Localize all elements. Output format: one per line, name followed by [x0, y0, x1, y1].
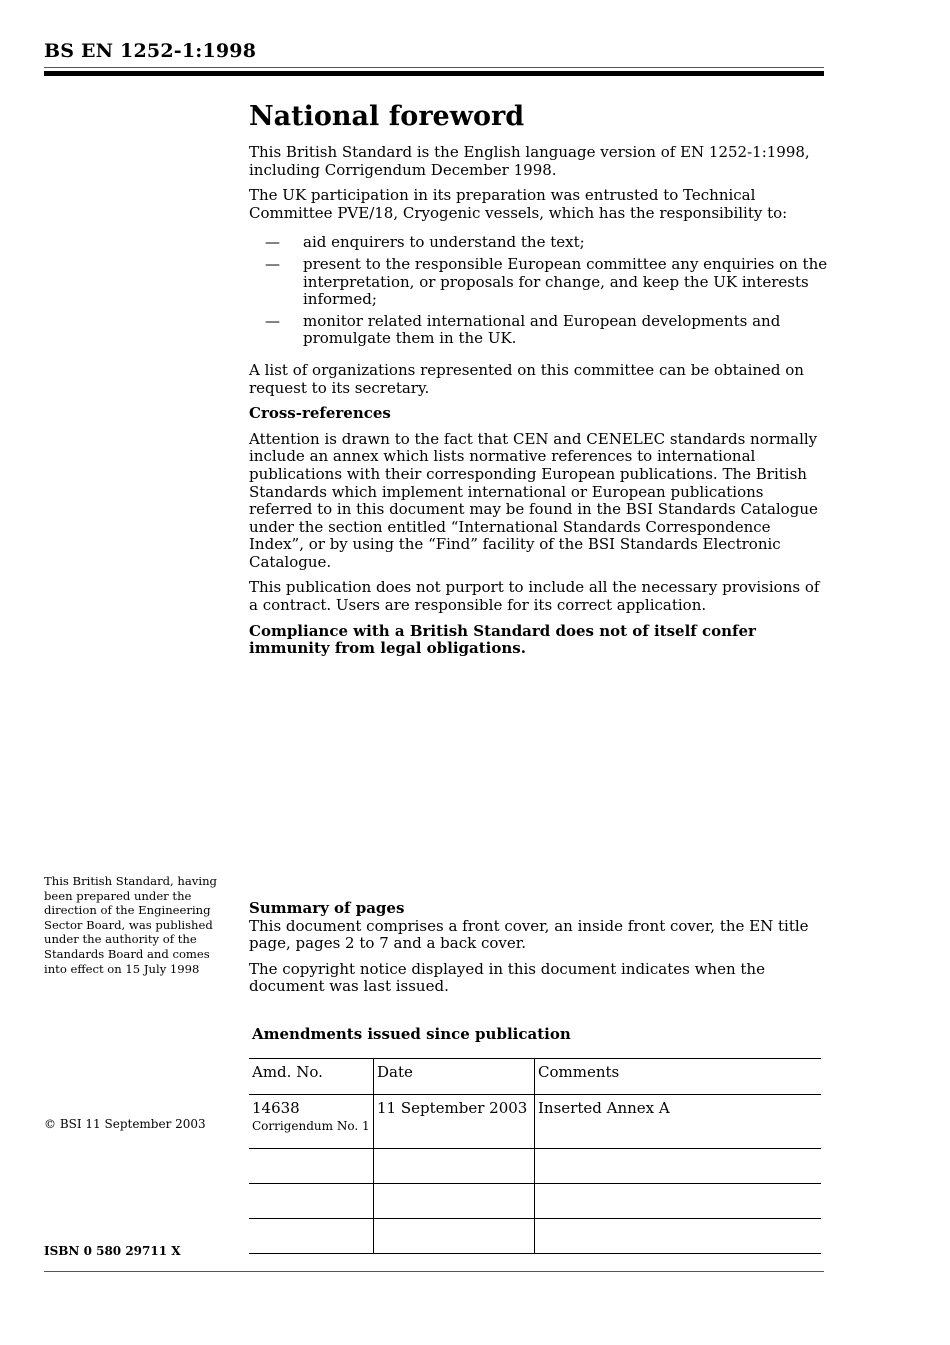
- header-thin-rule: [44, 67, 824, 68]
- list-item: — aid enquirers to understand the text;: [265, 233, 585, 252]
- footer-rule: [44, 1271, 824, 1272]
- summary-section: [249, 900, 829, 1004]
- dash-marker: —: [265, 254, 280, 273]
- column-header-amd-no: Amd. No.: [249, 1059, 374, 1095]
- page-title: National foreword: [249, 101, 525, 132]
- amd-comments-cell: Inserted Annex A: [535, 1095, 822, 1149]
- dash-marker: —: [265, 311, 280, 330]
- copyright-notice: © BSI 11 September 2003: [44, 1117, 206, 1131]
- table-row: [249, 1184, 821, 1219]
- table-row: [249, 1095, 821, 1149]
- table-header-row: [249, 1059, 821, 1095]
- list-item: — present to the responsible European committee any enquiries on the interpretation, or proposals for change, and keep the UK interests informed;: [265, 254, 828, 309]
- compliance-statement: Compliance with a British Standard does not of itself confer immunity from legal obligations.: [249, 621, 756, 658]
- foreword-paragraph-3: A list of organizations represented on this committee can be obtained on request to its secretary.: [249, 360, 804, 397]
- foreword-section: [249, 100, 829, 666]
- foreword-paragraph-1: This British Standard is the English language version of EN 1252-1:1998, including Corrigendum December 1998.: [249, 143, 810, 179]
- amd-date-cell: 11 September 2003: [374, 1095, 535, 1149]
- summary-paragraph-1: This document comprises a front cover, an inside front cover, the EN title page, pages 2 to 7 and a back cover.: [249, 916, 809, 953]
- amd-number: 14638: [252, 1099, 300, 1117]
- column-header-comments: Comments: [535, 1059, 822, 1095]
- isbn: ISBN 0 580 29711 X: [44, 1244, 181, 1258]
- publication-note: This British Standard, having been prepared under the direction of the Engineering Sector Board, was published under the authority of the Standards Board and comes into effect on 15 July 1998: [44, 874, 217, 976]
- column-header-date: Date: [374, 1059, 535, 1095]
- document-identifier: BS EN 1252-1:1998: [44, 40, 257, 62]
- responsibility-list: [249, 234, 829, 348]
- summary-heading: Summary of pages: [249, 899, 405, 917]
- table-row: [249, 1149, 821, 1184]
- amendments-table: [249, 1058, 821, 1254]
- summary-paragraph-2: The copyright notice displayed in this document indicates when the document was last issued.: [249, 959, 765, 996]
- amd-number-cell: [249, 1095, 374, 1149]
- foreword-paragraph-5: This publication does not purport to include all the necessary provisions of a contract. Users are responsible for its correct application.: [249, 578, 820, 615]
- table-row: [249, 1219, 821, 1254]
- amd-note: Corrigendum No. 1: [252, 1119, 370, 1133]
- foreword-paragraph-4: Attention is drawn to the fact that CEN and CENELEC standards normally include an annex which lists normative references to international publications with their corresponding European publications. The British Standards which implement international or European publications referred to in this document may be found in the BSI Standards Catalogue under the section entitled “International Standards Correspondence Index”, or by using the “Find” facility of the BSI Standards Electronic Catalogue.: [249, 429, 818, 571]
- amendments-heading: Amendments issued since publication: [252, 1025, 571, 1043]
- foreword-paragraph-2: The UK participation in its preparation was entrusted to Technical Committee PVE/18, Cryogenic vessels, which has the responsibility to:: [249, 186, 788, 222]
- header-thick-rule: [44, 71, 824, 76]
- list-item: — monitor related international and European developments and promulgate them in the UK.: [265, 311, 781, 348]
- cross-references-heading: Cross-references: [249, 404, 391, 423]
- dash-marker: —: [265, 233, 280, 252]
